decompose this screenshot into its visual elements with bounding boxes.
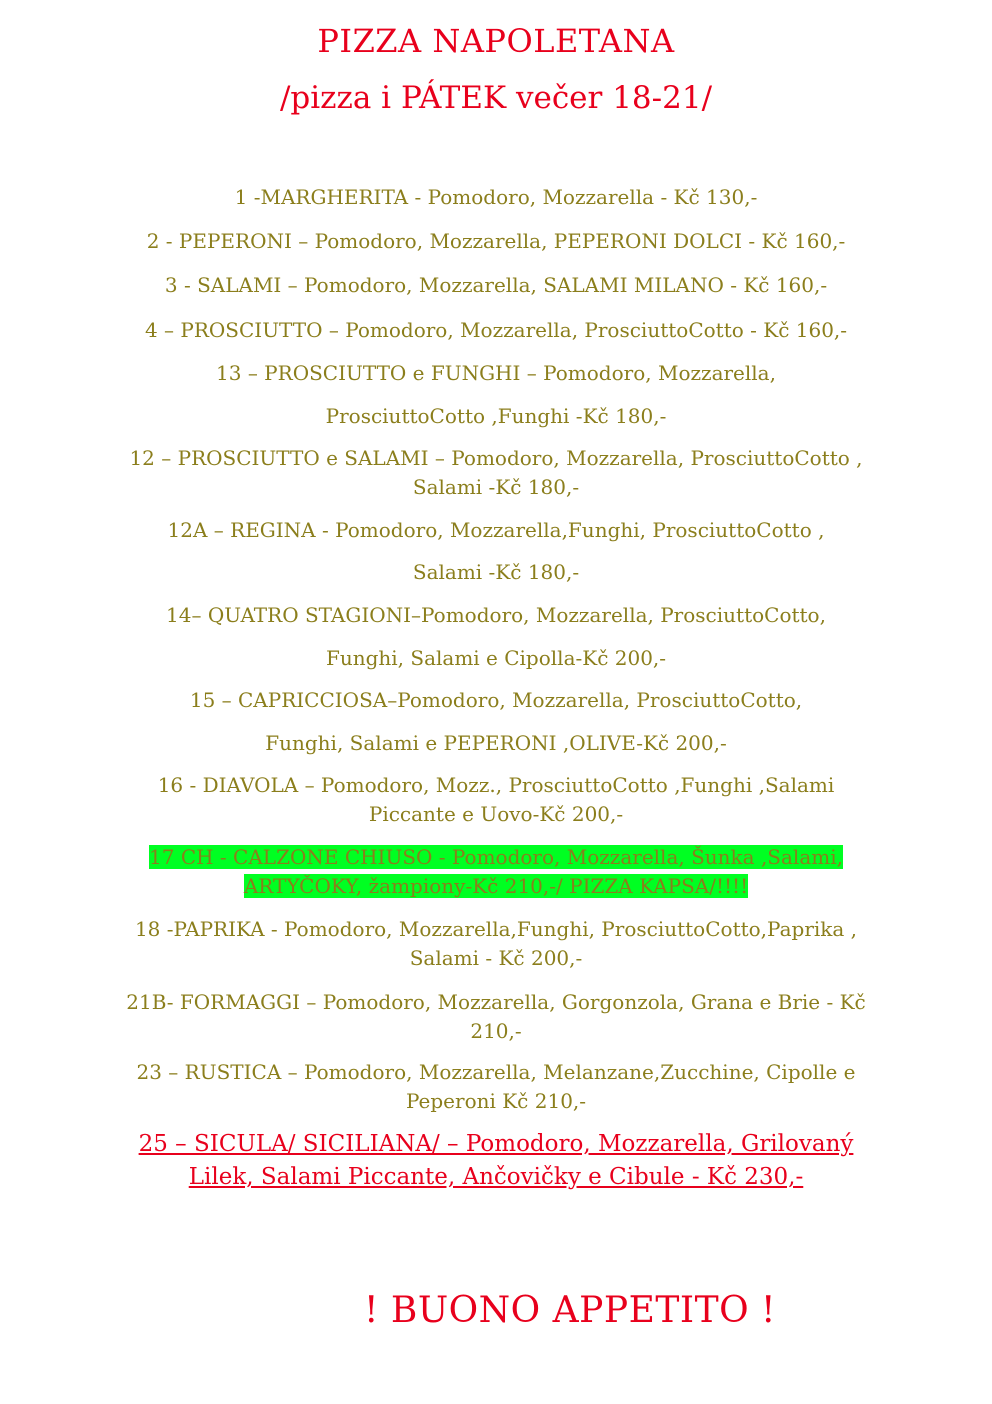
menu-line-rustica-1: 23 – RUSTICA – Pomodoro, Mozzarella, Melanzane,Zucchine, Cipolle e — [136, 1060, 856, 1084]
menu-line-regina-1: 12A – REGINA - Pomodoro, Mozzarella,Funghi, ProsciuttoCotto , — [167, 518, 825, 542]
menu-line-quatro-stagioni-2: Funghi, Salami e Cipolla-Kč 200,- — [325, 646, 667, 670]
menu-line-salami: 3 - SALAMI – Pomodoro, Mozzarella, SALAMI MILANO - Kč 160,- — [164, 273, 828, 297]
menu-line-calzone-2 — [0, 872, 992, 900]
menu-line-rustica-2: Peperoni Kč 210,- — [405, 1089, 587, 1113]
closing-greeting: ! BUONO APPETITO ! — [363, 1290, 777, 1331]
menu-line-prosciutto: 4 – PROSCIUTTO – Pomodoro, Mozzarella, ProsciuttoCotto - Kč 160,- — [144, 318, 848, 342]
highlight-calzone-1: 17 CH - CALZONE CHIUSO - Pomodoro, Mozzarella, Šunka ,Salami, — [149, 845, 843, 869]
highlight-calzone-2: ARTYČOKY, žampiony-Kč 210,-/ PIZZA KAPSA/!!!! — [243, 874, 749, 898]
menu-line-capricciosa-1: 15 – CAPRICCIOSA–Pomodoro, Mozzarella, ProsciuttoCotto, — [189, 688, 803, 712]
menu-line-diavola-1: 16 - DIAVOLA – Pomodoro, Mozz., ProsciuttoCotto ,Funghi ,Salami — [157, 773, 835, 797]
menu-line-diavola-2: Piccante e Uovo-Kč 200,- — [368, 802, 624, 826]
menu-title: PIZZA NAPOLETANA — [317, 22, 675, 60]
menu-line-formaggi-1: 21B- FORMAGGI – Pomodoro, Mozzarella, Gorgonzola, Grana e Brie - Kč — [126, 990, 866, 1014]
menu-line-margherita: 1 -MARGHERITA - Pomodoro, Mozzarella - Kč 130,- — [234, 185, 758, 209]
menu-line-peperoni: 2 - PEPERONI – Pomodoro, Mozzarella, PEPERONI DOLCI - Kč 160,- — [146, 229, 846, 253]
menu-line-prosciutto-funghi-2: ProsciuttoCotto ,Funghi -Kč 180,- — [325, 404, 667, 428]
menu-line-paprika-1: 18 -PAPRIKA - Pomodoro, Mozzarella,Funghi, ProsciuttoCotto,Paprika , — [134, 917, 858, 941]
menu-line-prosciutto-salami-1: 12 – PROSCIUTTO e SALAMI – Pomodoro, Mozzarella, ProsciuttoCotto , — [129, 446, 863, 470]
menu-line-sicula-2: Lilek, Salami Piccante, Ančovičky e Cibule - Kč 230,- — [188, 1164, 804, 1190]
menu-subtitle: /pizza i PÁTEK večer 18-21/ — [279, 80, 713, 116]
menu-line-quatro-stagioni-1: 14– QUATRO STAGIONI–Pomodoro, Mozzarella, ProsciuttoCotto, — [166, 603, 826, 627]
menu-line-prosciutto-salami-2: Salami -Kč 180,- — [412, 475, 580, 499]
menu-line-capricciosa-2: Funghi, Salami e PEPERONI ,OLIVE-Kč 200,- — [265, 731, 727, 755]
menu-line-calzone-1 — [0, 843, 992, 871]
menu-line-sicula-1: 25 – SICULA/ SICILIANA/ – Pomodoro, Mozzarella, Grilovaný — [138, 1131, 854, 1157]
menu-line-regina-2: Salami -Kč 180,- — [412, 560, 580, 584]
menu-line-prosciutto-funghi-1: 13 – PROSCIUTTO e FUNGHI – Pomodoro, Mozzarella, — [216, 361, 776, 385]
menu-line-formaggi-2: 210,- — [470, 1019, 522, 1043]
menu-line-paprika-2: Salami - Kč 200,- — [409, 946, 583, 970]
